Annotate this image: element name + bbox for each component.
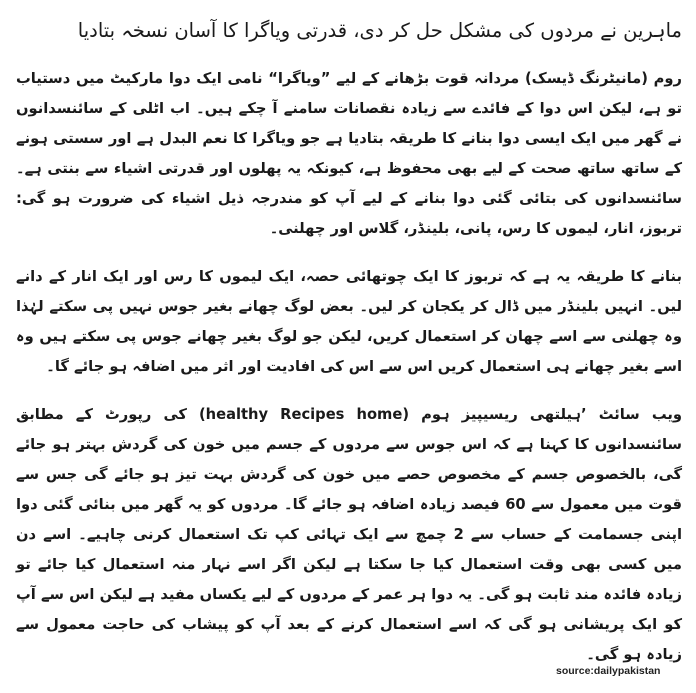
article-paragraph-2: بنانے کا طریقہ یہ ہے کہ تربوز کا ایک چوتھائی حصہ، ایک لیموں کا رس اور ایک انار کے دانے لیں۔ انہیں بلینڈر میں ڈال کر یکجان کر لیں۔ بعض لوگ چھانے بغیر جوس نہیں پی سکتے لہٰذا وہ چھلنی سے اسے چھان کر استعمال کریں، لیکن جو لوگ بغیر چھانے جوس پی سکتے ہیں وہ اسے بغیر چھانے ہی استعمال کریں اس سے اس کی افادیت اور اثر میں اضافہ ہو جائے گا۔ [16,268,682,375]
article-paragraph-1: روم (مانیٹرنگ ڈیسک) مردانہ قوت بڑھانے کے لیے ”ویاگرا“ نامی ایک دوا مارکیٹ میں دستیاب تو ہے، لیکن اس دوا کے فائدے سے زیادہ نقصانات سامنے آ چکے ہیں۔ اب اٹلی کے سائنسدانوں نے گھر میں ایک ایسی دوا بنانے کا طریقہ بتادیا ہے جو ویاگرا کا نعم البدل ہے اور سستی ہونے کے ساتھ ساتھ صحت کے لیے بھی محفوظ ہے، کیونکہ یہ پھلوں اور قدرتی اشیاء سے بنتی ہے۔ سائنسدانوں کی بتائی گئی دوا بنانے کے لیے آپ کو مندرجہ ذیل اشیاء کی ضرورت ہو گی: تربوز، انار، لیموں کا رس، پانی، بلینڈر، گلاس اور چھلنی۔ [16,70,682,237]
article [16,14,682,687]
source-credit: source:dailypakistan [556,665,661,677]
article-paragraph-3: ویب سائٹ ’ہیلتھی ریسیپیز ہوم (healthy Recipes home) کی رپورٹ کے مطابق سائنسدانوں کا کہنا ہے کہ اس جوس سے مردوں کے جسم میں خون کی گردش بہتر ہو جائے گی، بالخصوص جسم کے مخصوص حصے میں خون کی گردش بہت تیز ہو جائے گی جس سے قوت میں معمول سے 60 فیصد زیادہ اضافہ ہو جائے گا۔ مردوں کو یہ گھر میں بنائی گئی دوا اپنی جسمامت کے حساب سے 2 چمچ سے ایک تہائی کپ تک استعمال کرنی چاہیے۔ اسے دن میں کسی بھی وقت استعمال کیا جا سکتا ہے لیکن اگر اسے نہار منہ استعمال کیا جائے تو زیادہ فائدہ مند ثابت ہو گی۔ یہ دوا ہر عمر کے مردوں کے لیے یکساں مفید ہے لیکن اس سے آپ کو ایک پریشانی ہو گی کہ اسے استعمال کرنے کے بعد آپ کو پیشاب کی حاجت معمول سے زیادہ ہو گی۔ [16,406,683,663]
article-headline: ماہرین نے مردوں کی مشکل حل کر دی، قدرتی ویاگرا کا آسان نسخہ بتادیا [77,19,682,42]
